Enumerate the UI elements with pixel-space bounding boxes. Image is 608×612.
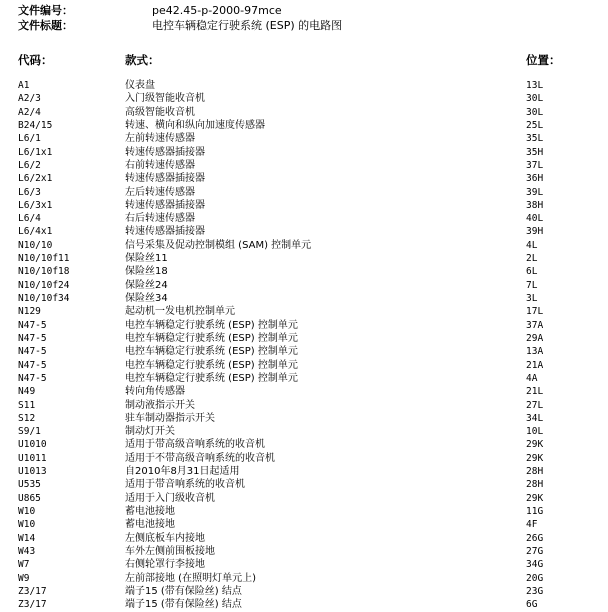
component-code: N10/10f24 <box>18 279 70 291</box>
component-position: 20G <box>526 572 544 584</box>
table-row <box>0 186 608 199</box>
component-description: 入门级智能收音机 <box>125 93 205 105</box>
table-row <box>0 292 608 305</box>
component-description: 端子15 (带有保险丝) 结点 <box>125 585 242 597</box>
component-position: 35H <box>526 146 544 158</box>
component-code: N47-5 <box>18 346 47 358</box>
component-code: A2/3 <box>18 93 41 105</box>
component-position: 25L <box>526 119 544 131</box>
component-position: 4L <box>526 239 538 251</box>
component-code: N47-5 <box>18 359 47 371</box>
table-row <box>0 478 608 491</box>
component-description: 仪表盘 <box>125 80 155 91</box>
component-code: L6/3 <box>18 186 41 198</box>
component-description: 高级智能收音机 <box>125 106 195 118</box>
table-row <box>0 505 608 518</box>
component-description: 保险丝11 <box>125 253 168 265</box>
table-row <box>0 79 608 92</box>
component-position: 17L <box>526 306 544 318</box>
component-description: 适用于带高级音响系统的收音机 <box>125 439 265 451</box>
component-position: 11G <box>526 506 544 517</box>
doc-title-label: 文件标题： <box>18 19 73 32</box>
component-description: 右侧轮罩行李接地 <box>125 559 205 571</box>
component-code: L6/2x1 <box>18 173 53 185</box>
component-description: 车外左侧前围板接地 <box>125 545 215 557</box>
component-code: L6/2 <box>18 159 41 171</box>
component-code: U535 <box>18 479 41 491</box>
component-description: 转速传感器插接器 <box>125 173 205 185</box>
component-position: 13A <box>526 346 544 358</box>
table-row <box>0 319 608 332</box>
doc-number-value: pe42.45-p-2000-97mce <box>152 4 282 17</box>
table-row <box>0 172 608 185</box>
component-position: 7L <box>526 279 538 291</box>
table-row <box>0 92 608 105</box>
component-code: N129 <box>18 306 41 318</box>
component-code: N10/10f18 <box>18 266 70 278</box>
component-description: 转向角传感器 <box>125 386 185 398</box>
component-code: L6/4x1 <box>18 226 53 238</box>
component-code: L6/3x1 <box>18 199 53 211</box>
table-row <box>0 558 608 571</box>
component-position: 29K <box>526 492 544 504</box>
component-description: 左前转速传感器 <box>125 133 195 145</box>
component-position: 4F <box>526 519 538 531</box>
component-description: 适用于带音响系统的收音机 <box>125 479 245 491</box>
component-code: W14 <box>18 532 36 544</box>
table-row <box>0 252 608 265</box>
component-code: B24/15 <box>18 119 53 131</box>
component-code: S12 <box>18 412 36 424</box>
component-code: N10/10 <box>18 239 53 251</box>
component-description: 左后转速传感器 <box>125 186 195 198</box>
table-row <box>0 452 608 465</box>
component-position: 39L <box>526 186 544 198</box>
component-code: N47-5 <box>18 319 47 331</box>
component-position: 30L <box>526 106 544 118</box>
component-position: 6L <box>526 266 538 278</box>
table-row <box>0 265 608 278</box>
component-code: A2/4 <box>18 106 41 118</box>
component-code: N49 <box>18 386 36 398</box>
component-position: 34G <box>526 559 544 571</box>
component-code: W9 <box>18 572 30 584</box>
component-position: 13L <box>526 80 544 91</box>
component-position: 34L <box>526 412 544 424</box>
component-code: U865 <box>18 492 41 504</box>
table-row <box>0 225 608 238</box>
table-row <box>0 279 608 292</box>
table-row <box>0 212 608 225</box>
table-row <box>0 572 608 585</box>
component-code: Z3/17 <box>18 599 47 611</box>
component-description: 转速传感器插接器 <box>125 226 205 238</box>
component-position: 21L <box>526 386 544 398</box>
component-description: 保险丝18 <box>125 266 168 278</box>
component-description: 适用于不带高级音响系统的收音机 <box>125 452 275 464</box>
component-position: 29A <box>526 332 544 344</box>
component-description: 左前部接地 (在照明灯单元上) <box>125 572 256 584</box>
component-position: 28H <box>526 466 544 478</box>
table-row <box>0 465 608 478</box>
table-row <box>0 545 608 558</box>
component-position: 38H <box>526 199 544 211</box>
component-position: 26G <box>526 532 544 544</box>
table-row <box>0 412 608 425</box>
table-row <box>0 132 608 145</box>
table-row <box>0 518 608 531</box>
component-description: 蓄电池接地 <box>125 519 175 531</box>
component-code: A1 <box>18 80 30 91</box>
component-description: 右后转速传感器 <box>125 213 195 225</box>
table-row <box>0 305 608 318</box>
table-row <box>0 359 608 372</box>
component-position: 23G <box>526 585 544 597</box>
component-code: N10/10f11 <box>18 253 70 265</box>
component-position: 27G <box>526 545 544 557</box>
component-code: U1011 <box>18 452 47 464</box>
component-description: 保险丝24 <box>125 279 168 291</box>
component-position: 2L <box>526 253 538 265</box>
component-description: 驻车制动器指示开关 <box>125 412 215 424</box>
component-position: 27L <box>526 399 544 411</box>
component-position: 39H <box>526 226 544 238</box>
component-position: 28H <box>526 479 544 491</box>
table-row <box>0 332 608 345</box>
code-column-header: 代码： <box>18 53 53 67</box>
table-row <box>0 119 608 132</box>
component-code: U1013 <box>18 466 47 478</box>
table-row <box>0 399 608 412</box>
component-code: L6/1 <box>18 133 41 145</box>
position-column-header: 位置： <box>526 53 561 67</box>
component-description: 保险丝34 <box>125 293 168 304</box>
component-code: N47-5 <box>18 372 47 384</box>
component-description: 转速传感器插接器 <box>125 146 205 158</box>
table-row <box>0 372 608 385</box>
component-position: 37A <box>526 319 544 331</box>
component-position: 10L <box>526 426 544 438</box>
component-position: 35L <box>526 133 544 145</box>
component-description: 起动机一发电机控制单元 <box>125 306 235 318</box>
component-position: 36H <box>526 173 544 185</box>
component-description: 电控车辆稳定行驶系统 (ESP) 控制单元 <box>125 359 298 371</box>
component-code: N10/10f34 <box>18 293 70 304</box>
component-position: 6G <box>526 599 538 611</box>
table-row <box>0 425 608 438</box>
component-code: L6/4 <box>18 213 41 225</box>
component-position: 3L <box>526 293 538 304</box>
component-description: 左侧底板车内接地 <box>125 532 205 544</box>
component-position: 29K <box>526 452 544 464</box>
component-code: W10 <box>18 519 36 531</box>
component-code: N47-5 <box>18 332 47 344</box>
component-description: 电控车辆稳定行驶系统 (ESP) 控制单元 <box>125 372 298 384</box>
table-row <box>0 146 608 159</box>
component-description: 电控车辆稳定行驶系统 (ESP) 控制单元 <box>125 319 298 331</box>
component-description: 制动灯开关 <box>125 426 175 438</box>
component-description: 电控车辆稳定行驶系统 (ESP) 控制单元 <box>125 346 298 358</box>
component-description: 信号采集及促动控制模组 (SAM) 控制单元 <box>125 239 312 251</box>
component-position: 40L <box>526 213 544 225</box>
table-row <box>0 492 608 505</box>
component-table <box>0 79 608 612</box>
component-description: 转速、横向和纵向加速度传感器 <box>125 119 265 131</box>
component-description: 自2010年8月31日起适用 <box>125 466 240 478</box>
component-code: U1010 <box>18 439 47 451</box>
table-row <box>0 199 608 212</box>
table-row <box>0 106 608 119</box>
component-position: 37L <box>526 159 544 171</box>
component-description: 右前转速传感器 <box>125 159 195 171</box>
component-code: L6/1x1 <box>18 146 53 158</box>
table-row <box>0 345 608 358</box>
component-code: W43 <box>18 545 36 557</box>
component-position: 4A <box>526 372 538 384</box>
table-row <box>0 438 608 451</box>
doc-number-label: 文件编号： <box>18 4 73 17</box>
table-row <box>0 239 608 252</box>
table-row <box>0 598 608 611</box>
component-position: 29K <box>526 439 544 451</box>
component-code: W10 <box>18 506 36 517</box>
style-column-header: 款式： <box>125 53 160 67</box>
table-row <box>0 385 608 398</box>
component-position: 21A <box>526 359 544 371</box>
component-description: 转速传感器插接器 <box>125 199 205 211</box>
component-position: 30L <box>526 93 544 105</box>
table-row <box>0 585 608 598</box>
component-description: 制动液指示开关 <box>125 399 195 411</box>
component-code: S9/1 <box>18 426 41 438</box>
component-description: 蓄电池接地 <box>125 506 175 517</box>
component-code: Z3/17 <box>18 585 47 597</box>
component-code: W7 <box>18 559 30 571</box>
component-description: 适用于入门级收音机 <box>125 492 215 504</box>
component-description: 端子15 (带有保险丝) 结点 <box>125 599 242 611</box>
table-row <box>0 532 608 545</box>
doc-title-value: 电控车辆稳定行驶系统 (ESP) 的电路图 <box>152 19 343 32</box>
table-row <box>0 159 608 172</box>
component-description: 电控车辆稳定行驶系统 (ESP) 控制单元 <box>125 332 298 344</box>
component-code: S11 <box>18 399 36 411</box>
